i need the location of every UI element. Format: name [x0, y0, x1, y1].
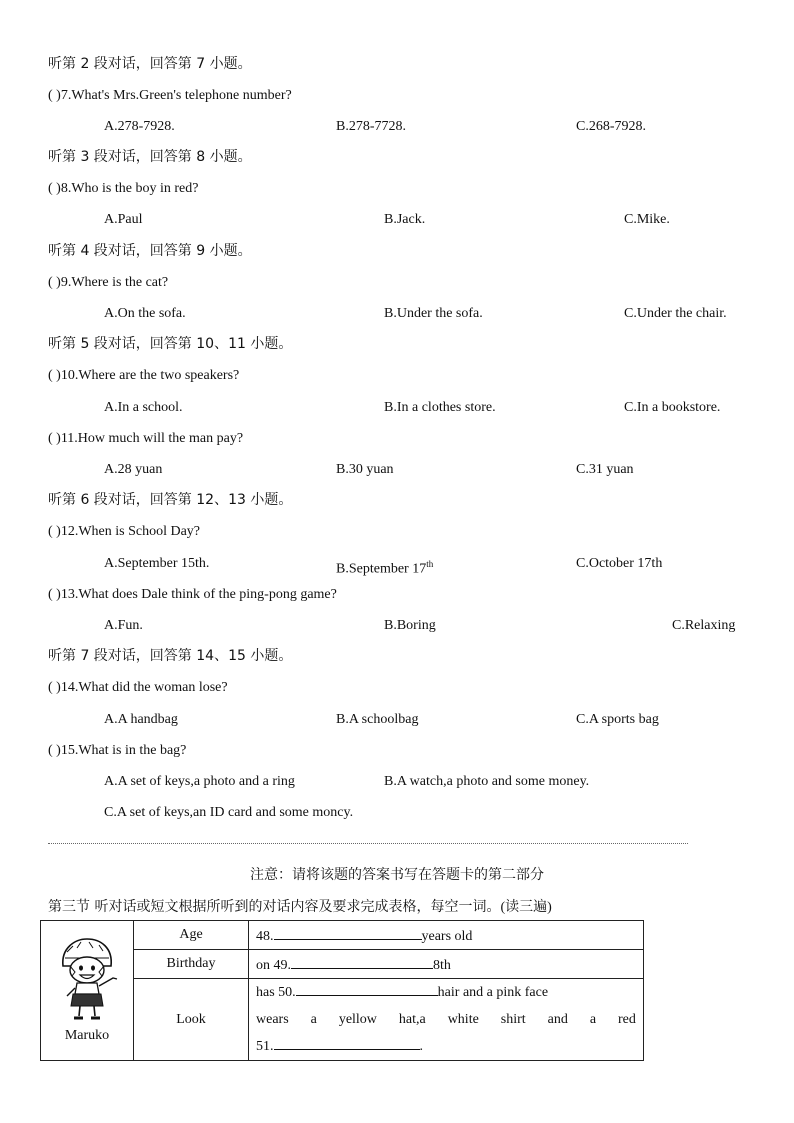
birthday-prefix: on 49.	[256, 958, 291, 973]
dialog-3-heading: 听第 3 段对话，回答第 8 小题。	[48, 149, 252, 165]
age-prefix: 48.	[256, 929, 274, 944]
q10-option-b: B.In a clothes store.	[384, 400, 496, 415]
look-word: and	[547, 1012, 568, 1027]
q12-option-b-sup: th	[426, 559, 434, 569]
q9-option-b: B.Under the sofa.	[384, 306, 483, 321]
look-word: red	[618, 1012, 636, 1027]
blank-49[interactable]	[291, 954, 433, 969]
question-9: ( )9.Where is the cat?	[48, 275, 169, 290]
dialog-6-heading: 听第 6 段对话，回答第 12、13 小题。	[48, 492, 293, 508]
q7-option-a: A.278-7928.	[104, 119, 175, 134]
q12-option-b	[336, 554, 433, 580]
look-word: a	[589, 1012, 597, 1027]
q14-option-b: B.A schoolbag	[336, 712, 419, 727]
value-look	[249, 979, 644, 1061]
q12-option-c: C.October 17th	[576, 556, 663, 571]
look-line-1-prefix: has 50.	[256, 985, 296, 1000]
question-7: ( )7.What's Mrs.Green's telephone number?	[48, 88, 292, 103]
look-line-1-suffix: hair and a pink face	[437, 985, 549, 1000]
character-name: Maruko	[64, 1028, 110, 1043]
look-line-2	[256, 1006, 636, 1033]
dialog-5-heading: 听第 5 段对话，回答第 10、11 小题。	[48, 336, 293, 352]
q9-option-c: C.Under the chair.	[624, 306, 727, 321]
question-10: ( )10.Where are the two speakers?	[48, 368, 240, 383]
q15-option-c: C.A set of keys,an ID card and some moncy.	[104, 805, 354, 820]
section-3-title	[48, 897, 552, 918]
q11-option-c: C.31 yuan	[576, 462, 634, 477]
dialog-2-heading: 听第 2 段对话，回答第 7 小题。	[48, 56, 252, 72]
q8-option-c: C.Mike.	[624, 212, 670, 227]
look-word: white	[447, 1012, 479, 1027]
q7-option-c: C.268-7928.	[576, 119, 646, 134]
question-11: ( )11.How much will the man pay?	[48, 431, 244, 446]
look-line-3	[256, 1033, 636, 1060]
q15-option-a: A.A set of keys,a photo and a ring	[104, 774, 295, 789]
look-word: shirt	[500, 1012, 526, 1027]
look-line-3-prefix: 51.	[256, 1039, 274, 1054]
q12-option-a: A.September 15th.	[104, 556, 210, 571]
q8-option-a: A.Paul	[104, 212, 143, 227]
maruko-cartoon-icon	[55, 936, 119, 1022]
birthday-suffix: 8th	[433, 958, 451, 973]
look-word: a	[310, 1012, 317, 1027]
q11-option-a: A.28 yuan	[104, 462, 163, 477]
q9-option-a: A.On the sofa.	[104, 306, 186, 321]
dialog-7-heading: 听第 7 段对话，回答第 14、15 小题。	[48, 648, 293, 664]
blank-50[interactable]	[296, 981, 438, 996]
section-3-title-tail: (读三遍)	[500, 900, 552, 915]
question-14: ( )14.What did the woman lose?	[48, 680, 228, 695]
label-birthday: Birthday	[134, 950, 249, 979]
q12-option-b-text: B.September 17	[336, 561, 427, 577]
value-birthday	[249, 950, 644, 979]
question-8: ( )8.Who is the boy in red?	[48, 181, 199, 196]
q15-option-b: B.A watch,a photo and some money.	[384, 774, 590, 789]
q14-option-a: A.A handbag	[104, 712, 178, 727]
look-word: wears	[256, 1012, 289, 1027]
value-age	[249, 921, 644, 950]
q8-option-b: B.Jack.	[384, 212, 426, 227]
question-12: ( )12.When is School Day?	[48, 524, 201, 539]
label-age: Age	[134, 921, 249, 950]
age-suffix: years old	[421, 929, 473, 944]
look-line-3-suffix: .	[419, 1039, 423, 1054]
q13-option-c: C.Relaxing	[672, 618, 736, 633]
section-3-title-cn: 第三节 听对话或短文根据所听到的对话内容及要求完成表格，每空一词。	[48, 899, 501, 915]
q13-option-a: A.Fun.	[104, 618, 143, 633]
dialog-4-heading: 听第 4 段对话，回答第 9 小题。	[48, 243, 252, 259]
q7-option-b: B.278-7728.	[336, 119, 406, 134]
character-cell	[41, 921, 134, 1061]
question-13: ( )13.What does Dale think of the ping-pong game?	[48, 587, 337, 602]
info-table	[40, 920, 644, 1061]
question-15: ( )15.What is in the bag?	[48, 743, 187, 758]
q14-option-c: C.A sports bag	[576, 712, 659, 727]
q13-option-b: B.Boring	[384, 618, 436, 633]
q11-option-b: B.30 yuan	[336, 462, 394, 477]
look-word: yellow	[338, 1012, 377, 1027]
blank-48[interactable]	[274, 925, 422, 940]
answer-notice: 注意：请将该题的答案书写在答题卡的第二部分	[250, 867, 544, 883]
blank-51[interactable]	[274, 1035, 420, 1050]
dotted-divider	[48, 843, 688, 844]
look-line-1	[256, 979, 636, 1006]
q10-option-c: C.In a bookstore.	[624, 400, 721, 415]
label-look: Look	[134, 979, 249, 1061]
look-word: hat,a	[398, 1012, 426, 1027]
q10-option-a: A.In a school.	[104, 400, 183, 415]
